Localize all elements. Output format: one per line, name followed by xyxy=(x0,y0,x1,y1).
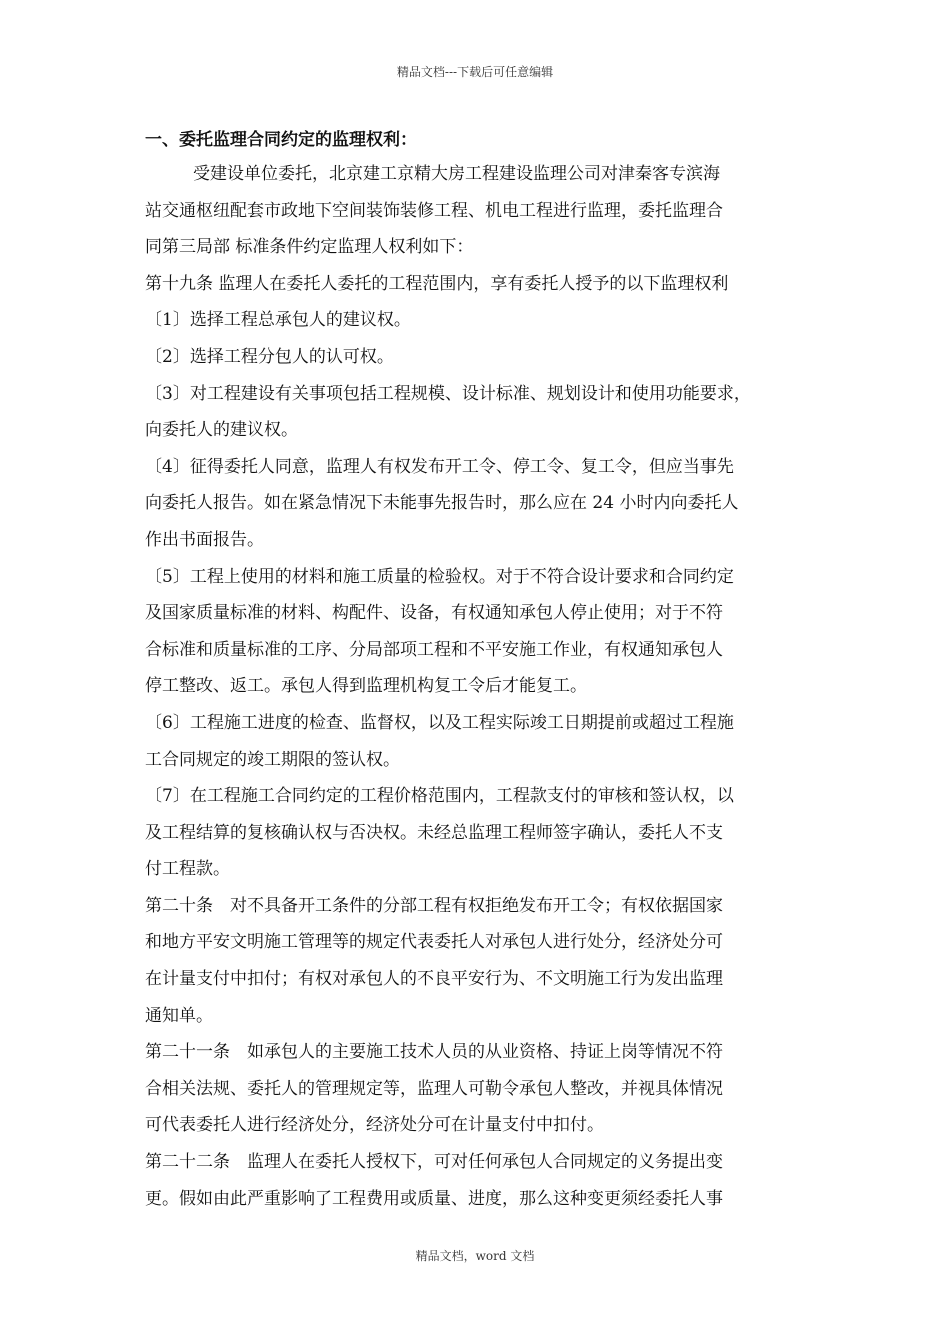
text-line: 第十九条 监理人在委托人委托的工程范围内，享有委托人授予的以下监理权利 xyxy=(145,273,729,294)
text-line: 〔3〕对工程建设有关事项包括工程规模、设计标准、规划设计和使用功能要求， xyxy=(145,383,751,404)
text-line: 〔4〕征得委托人同意，监理人有权发布开工令、停工令、复工令，但应当事先 xyxy=(145,456,734,477)
text-line: 受建设单位委托，北京建工京精大房工程建设监理公司对津秦客专滨海 xyxy=(193,164,720,184)
text-line: 及工程结算的复核确认权与否决权。未经总监理工程师签字确认，委托人不支 xyxy=(145,822,723,843)
text-line: 向委托人报告。如在紧急情况下未能事先报告时，那么应在 24 小时内向委托人 xyxy=(145,493,739,514)
page-header: 精品文档---下载后可任意编辑 xyxy=(396,65,554,79)
text-line: 〔6〕工程施工进度的检查、监督权，以及工程实际竣工日期提前或超过工程施 xyxy=(145,712,734,733)
paragraph-lines xyxy=(145,156,817,1217)
section-heading: 一、委托监理合同约定的监理权利： xyxy=(145,130,417,150)
text-line: 第二十条 对不具备开工条件的分部工程有权拒绝发布开工令；有权依据国家 xyxy=(145,895,723,916)
text-line: 工合同规定的竣工期限的签认权。 xyxy=(145,749,400,770)
text-line: 及国家质量标准的材料、构配件、设备，有权通知承包人停止使用；对于不符 xyxy=(145,603,723,624)
text-line: 更。假如由此严重影响了工程费用或质量、进度，那么这种变更须经委托人事 xyxy=(145,1188,723,1209)
text-line: 合相关法规、委托人的管理规定等，监理人可勒令承包人整改，并视具体情况 xyxy=(145,1078,723,1099)
text-line: 合标准和质量标准的工序、分局部项工程和不平安施工作业，有权通知承包人 xyxy=(145,639,723,660)
text-line: 第二十二条 监理人在委托人授权下，可对任何承包人合同规定的义务提出变 xyxy=(145,1152,723,1173)
text-line: 停工整改、返工。承包人得到监理机构复工令后才能复工。 xyxy=(145,676,587,697)
text-line: 同第三局部 标准条件约定监理人权利如下： xyxy=(145,237,474,258)
text-line: 〔2〕选择工程分包人的认可权。 xyxy=(145,346,394,367)
text-line: 在计量支付中扣付；有权对承包人的不良平安行为、不文明施工行为发出监理 xyxy=(145,969,723,990)
text-line: 付工程款。 xyxy=(145,859,230,880)
text-line: 〔5〕工程上使用的材料和施工质量的检验权。对于不符合设计要求和合同约定 xyxy=(145,566,734,587)
document-body xyxy=(145,124,817,1217)
text-line: 通知单。 xyxy=(145,1005,213,1026)
text-line: 作出书面报告。 xyxy=(145,529,264,550)
text-line: 〔1〕选择工程总承包人的建议权。 xyxy=(145,310,411,331)
text-line: 可代表委托人进行经济处分，经济处分可在计量支付中扣付。 xyxy=(145,1115,604,1136)
text-line: 第二十一条 如承包人的主要施工技术人员的从业资格、持证上岗等情况不符 xyxy=(145,1042,723,1063)
text-line: 站交通枢纽配套市政地下空间装饰装修工程、机电工程进行监理，委托监理合 xyxy=(145,200,723,221)
text-line: 向委托人的建议权。 xyxy=(145,420,298,441)
text-line: 〔7〕在工程施工合同约定的工程价格范围内，工程款支付的审核和签认权，以 xyxy=(145,786,734,807)
page-footer: 精品文档，word 文档 xyxy=(415,1249,535,1263)
text-line: 和地方平安文明施工管理等的规定代表委托人对承包人进行处分，经济处分可 xyxy=(145,932,723,953)
